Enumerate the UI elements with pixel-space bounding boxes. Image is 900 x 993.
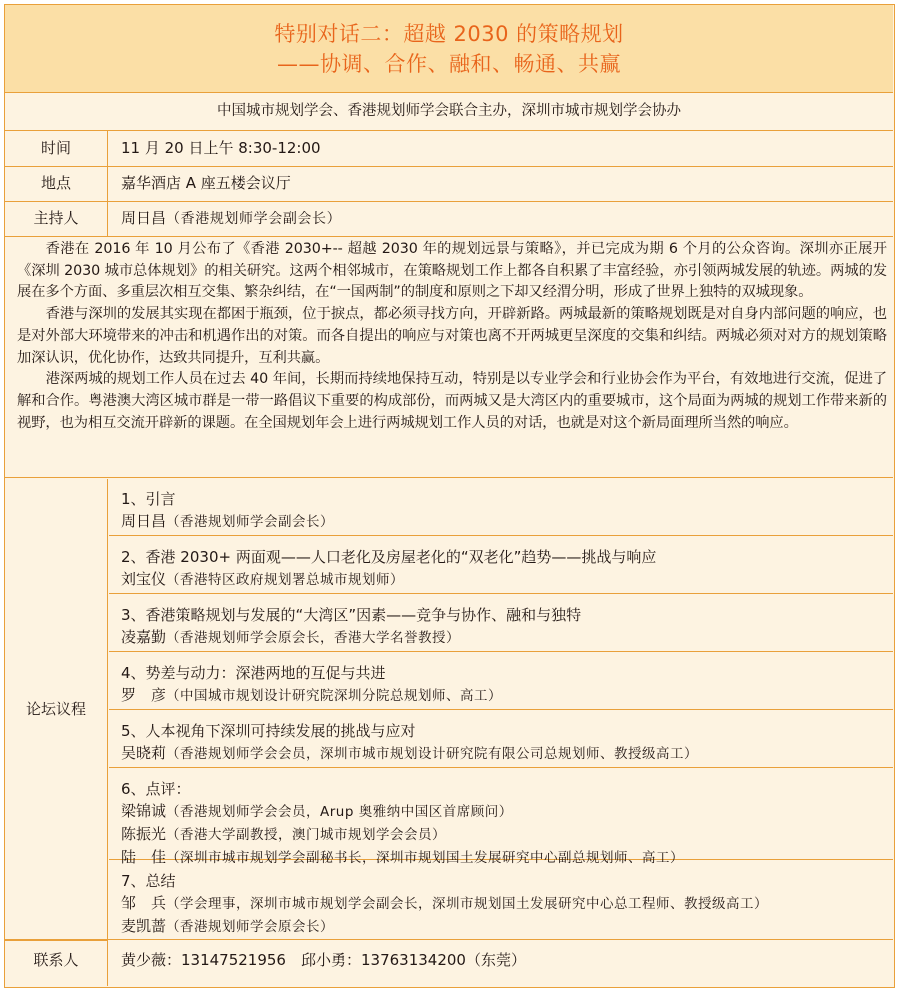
agenda-speaker [121, 510, 893, 533]
agenda-topic: 2、香港 2030+ 两面观——人口老化及房屋老化的“双老化”趋势——挑战与响应 [121, 548, 657, 566]
place-row [5, 166, 893, 202]
speaker-note: （香港规划师学会原会长） [166, 919, 335, 935]
agenda-item [109, 537, 893, 594]
speaker-name: 刘宝仪 [121, 570, 167, 588]
host-name: 周日昌 [121, 209, 167, 227]
agenda-speaker [121, 742, 893, 765]
agenda-topic: 1、引言 [121, 490, 176, 508]
speaker-note: （香港大学副教授，澳门城市规划学会会员） [166, 827, 447, 843]
agenda-topic: 3、香港策略规划与发展的“大湾区”因素——竞争与协作、融和与独特 [121, 606, 582, 624]
speaker-note: （深圳市城市规划学会副秘书长，深圳市规划国土发展研究中心副总规划师、高工） [166, 850, 685, 866]
contact-label: 联系人 [5, 940, 108, 986]
agenda-speaker [121, 684, 893, 707]
forum-info-sheet [4, 4, 895, 988]
intro-paragraph: 港深两城的规划工作人员在过去 40 年间，长期而持续地保持互动，特别是以专业学会和行业协会作为平台，有效地进行交流，促进了解和合作。粤港澳大湾区城市群是一带一路倡议下重要的构成部份，而两城又是大湾区内的重要城市，这个局面为两城的规划工作带来新的视野，也为相互交流开辟新的课题。在全国规划年会上进行两城规划工作人员的对话，也就是对这个新局面理所当然的响应。 [17, 371, 887, 431]
speaker-name: 梁锦诚 [121, 802, 167, 820]
agenda-label: 论坛议程 [5, 479, 108, 941]
time-label: 时间 [5, 131, 108, 166]
agenda-speaker [121, 823, 893, 846]
intro-section [5, 236, 893, 478]
speaker-name: 邹 兵 [121, 894, 167, 912]
host-value [121, 201, 341, 237]
host-note: （香港规划师学会副会长） [166, 211, 342, 227]
contact-row [5, 939, 893, 986]
time-value: 11 月 20 日上午 8:30-12:00 [121, 139, 321, 157]
page-subtitle: ——协调、合作、融和、畅通、共赢 [277, 52, 621, 76]
speaker-note: （香港规划师学会会员，深圳市城市规划设计研究院有限公司总规划师、教授级高工） [166, 746, 699, 762]
speaker-name: 周日昌 [121, 512, 167, 530]
organizer-line: 中国城市规划学会、香港规划师学会联合主办，深圳市城市规划学会协办 [5, 93, 893, 131]
title-header [5, 5, 893, 93]
speaker-note: （中国城市规划设计研究院深圳分院总规划师、高工） [166, 688, 503, 704]
agenda-speaker [121, 915, 893, 938]
place-value: 嘉华酒店 A 座五楼会议厅 [121, 174, 291, 192]
speaker-note: （香港规划师学会副会长） [166, 514, 335, 530]
speaker-name: 麦凯蔷 [121, 917, 167, 935]
agenda-item [109, 595, 893, 652]
host-row [5, 201, 893, 237]
intro-paragraph: 香港与深圳的发展其实现在都困于瓶颈，位于捩点，都必须寻找方向，开辟新路。两城最新的策略规划既是对自身内部问题的响应，也是对外部大环境带来的冲击和机遇作出的对策。而各自提出的响应与对策也离不开两城更呈深度的交集和纠结。两城必须对对方的规划策略加深认识，优化协作，达致共同提升，互利共赢。 [17, 306, 887, 366]
speaker-note: （学会理事，深圳市城市规划学会副会长，深圳市规划国土发展研究中心总工程师、教授级高工） [166, 896, 769, 912]
agenda-speaker [121, 626, 893, 649]
agenda-item [109, 861, 893, 939]
agenda-topic: 6、点评： [121, 780, 191, 798]
speaker-note: （香港规划师学会会员，Arup 奥雅纳中国区首席顾问） [166, 804, 513, 820]
speaker-note: （香港特区政府规划署总城市规划师） [166, 572, 405, 588]
agenda-speaker [121, 568, 893, 591]
speaker-name: 罗 彦 [121, 686, 167, 704]
agenda-speaker [121, 800, 893, 823]
time-row [5, 131, 893, 167]
speaker-name: 吴晓莉 [121, 744, 167, 762]
page-title: 特别对话二：超越 2030 的策略规划 [274, 22, 624, 46]
agenda-item [109, 769, 893, 866]
speaker-name: 凌嘉勤 [121, 628, 167, 646]
speaker-name: 陈振光 [121, 825, 167, 843]
agenda-item [109, 653, 893, 710]
agenda-speaker [121, 892, 893, 915]
speaker-note: （香港规划师学会原会长，香港大学名誉教授） [166, 630, 461, 646]
place-label: 地点 [5, 166, 108, 201]
agenda-topic: 5、人本视角下深圳可持续发展的挑战与应对 [121, 722, 416, 740]
agenda-item [109, 711, 893, 768]
host-label: 主持人 [5, 201, 108, 236]
agenda-topic: 4、势差与动力：深港两地的互促与共进 [121, 664, 386, 682]
agenda-item [109, 479, 893, 536]
agenda-topic: 7、总结 [121, 872, 176, 890]
contact-value: 黄少薇：13147521956 邱小勇：13763134200（东莞） [121, 951, 526, 969]
intro-paragraph: 香港在 2016 年 10 月公布了《香港 2030+-- 超越 2030 年的规划远景与策略》，并已完成为期 6 个月的公众咨询。深圳亦正展开《深圳 2030 城市总体规划》的相关研究。这两个相邻城市，在策略规划工作上都各自积累了丰富经验，亦引领两城发展的轨迹。两城的发展在多个方面、多重层次相互交集、繁杂纠结，在“一国两制”的制度和原则之下却又经渭分明，形成了世界上独特的双城现象。 [17, 241, 887, 301]
speaker-name: 陆 佳 [121, 848, 167, 866]
